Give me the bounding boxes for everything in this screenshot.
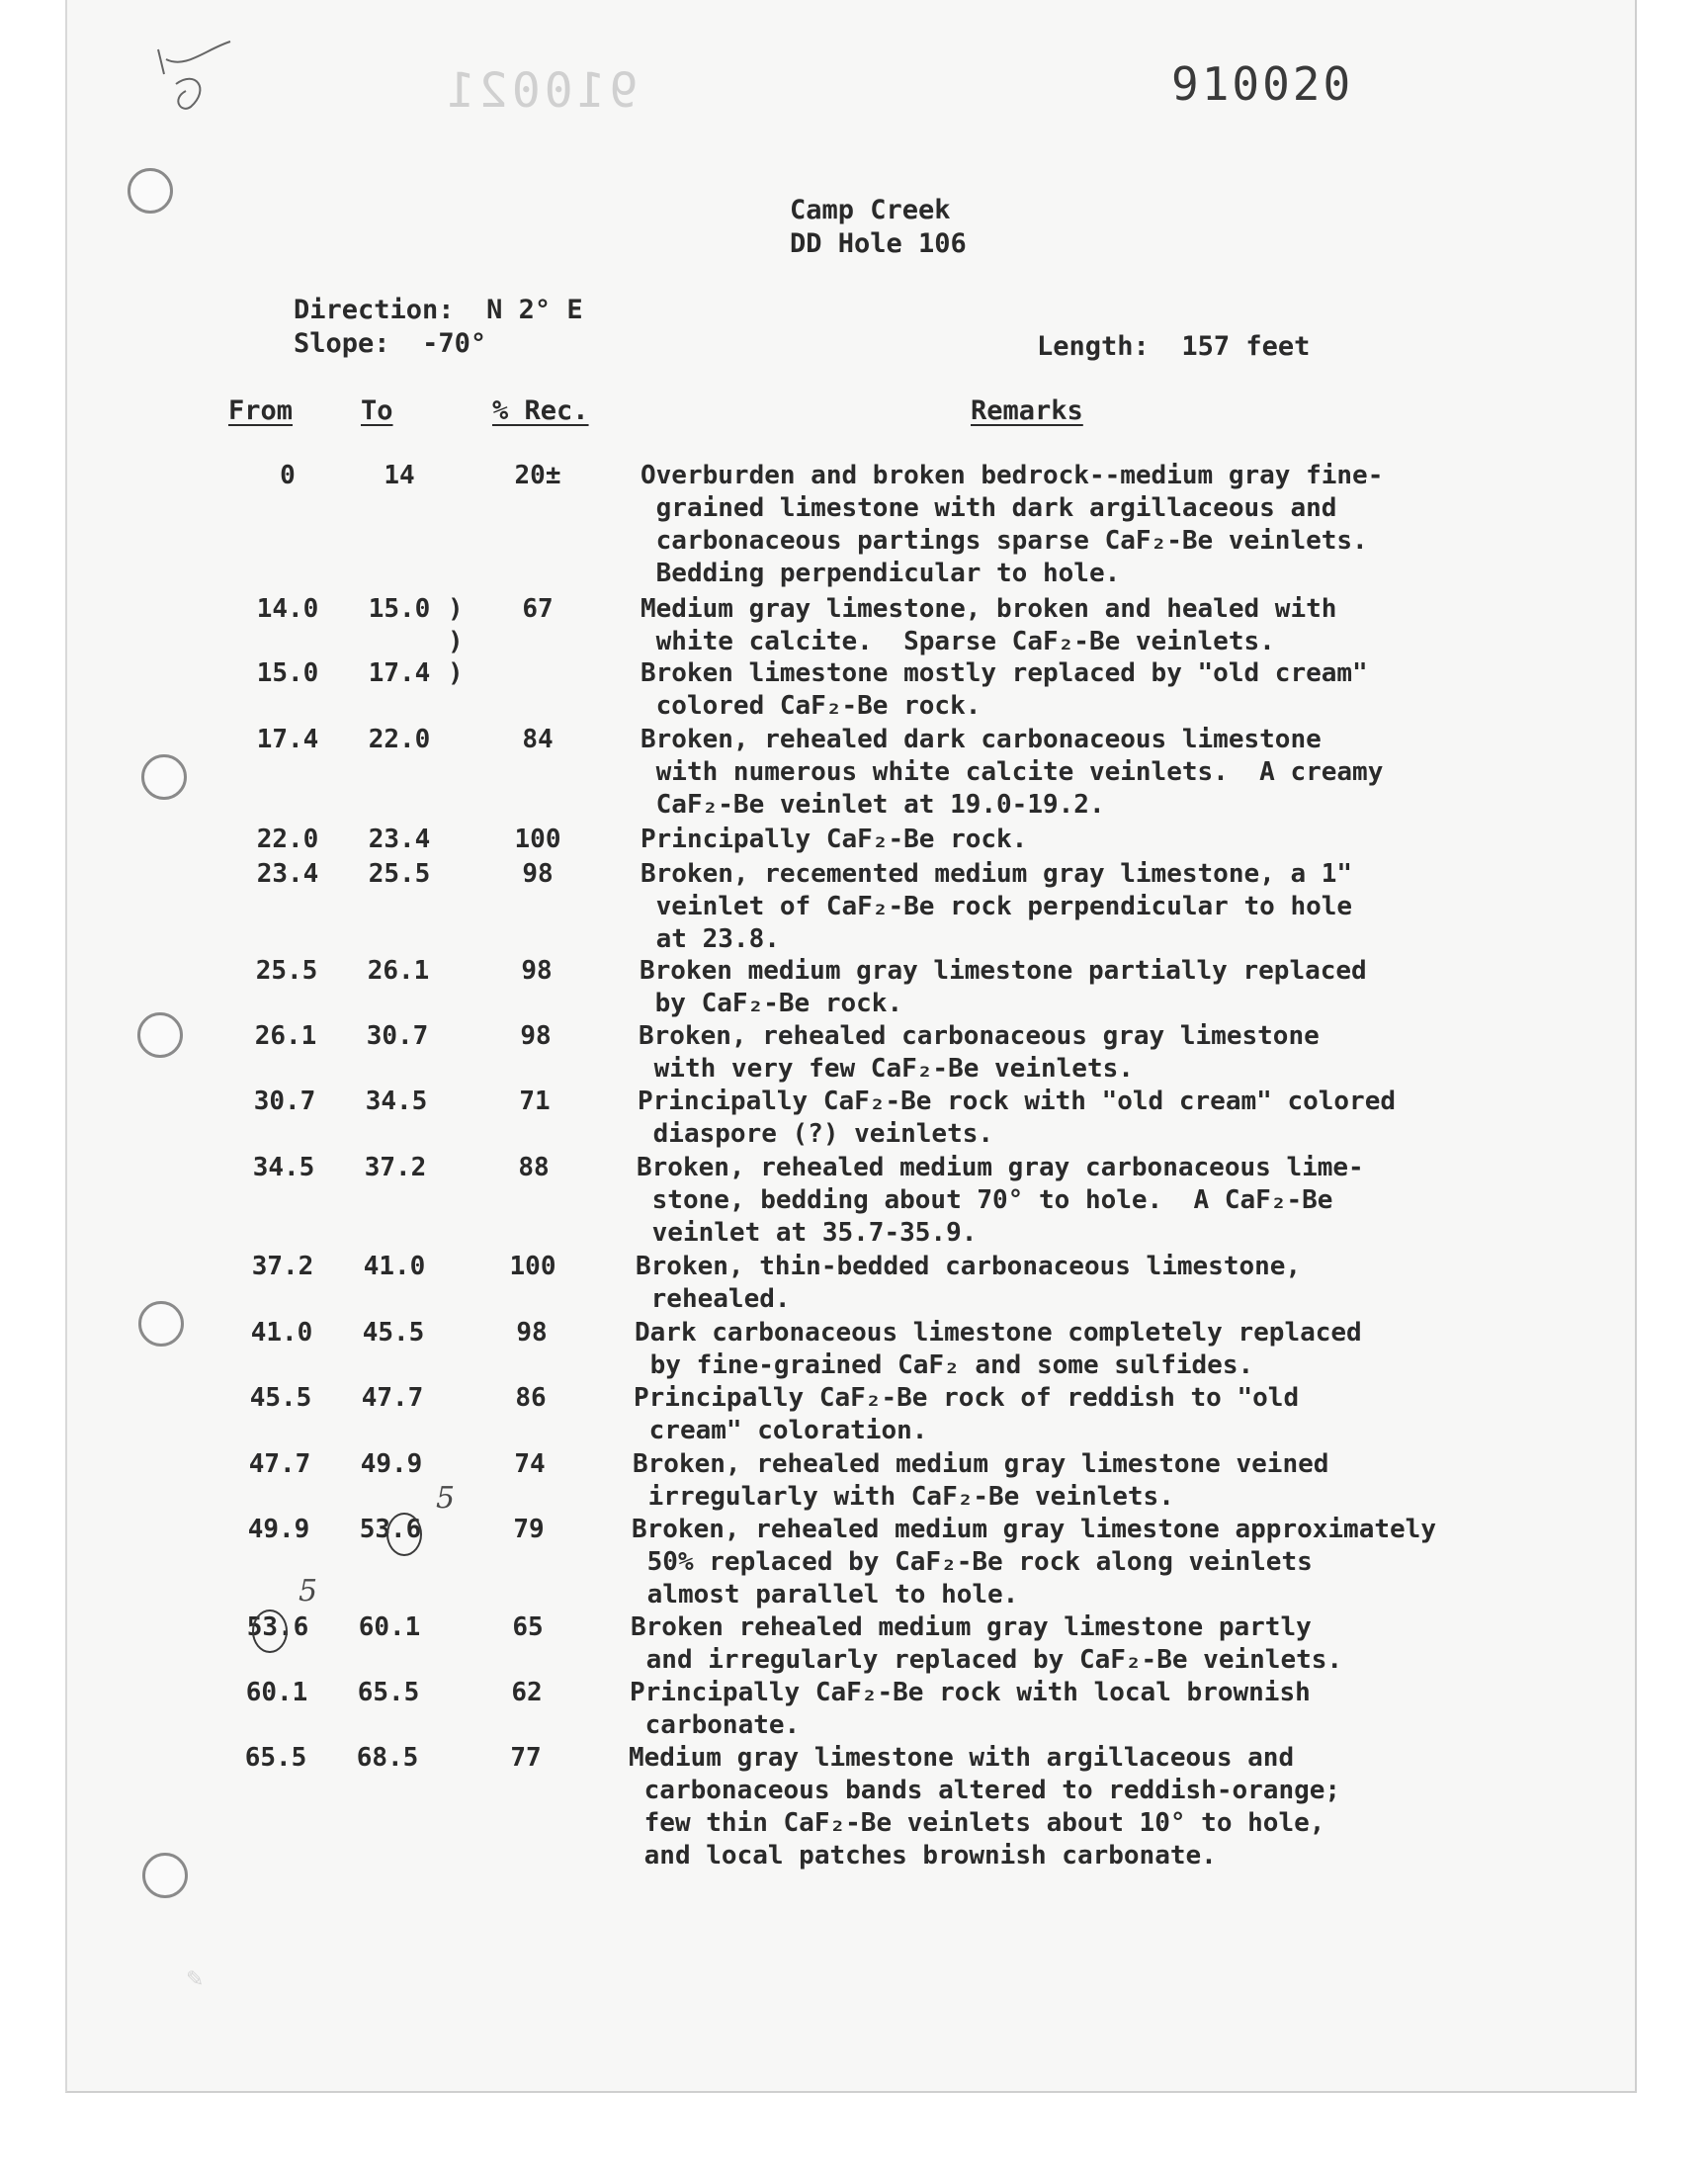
cell-from: 14.0 (256, 594, 319, 624)
direction-value: N 2° E (486, 295, 583, 325)
scan-margin (0, 2094, 1708, 2175)
header-remarks: Remarks (971, 395, 1083, 426)
cell-recovery: 98 (522, 859, 554, 889)
length-value: 157 feet (1181, 331, 1311, 362)
bleed-through-number: 910021 (443, 63, 639, 119)
remark-line: irregularly with CaF₂-Be veinlets. (633, 1482, 1174, 1512)
cell-from: 49.9 (247, 1515, 310, 1544)
cell-recovery: 86 (515, 1383, 547, 1413)
handwritten-correction: 5 (436, 1481, 456, 1516)
remark-line: white calcite. Sparse CaF₂-Be veinlets. (640, 627, 1275, 656)
length-row (1037, 331, 1310, 362)
remark-line: diaspore (?) veinlets. (638, 1119, 994, 1149)
cell-remarks (640, 858, 1352, 956)
remark-line: Medium gray limestone with argillaceous and (629, 1743, 1295, 1773)
cell-remarks (639, 1020, 1320, 1086)
length-label: Length: (1037, 331, 1150, 362)
document-number: 910020 (1171, 57, 1354, 111)
cell-to: 65.5 (357, 1678, 420, 1707)
slope-row (294, 327, 583, 361)
cell-from: 15.0 (256, 658, 319, 688)
handwritten-correction: 5 (299, 1574, 318, 1609)
title-line-1: Camp Creek (790, 195, 951, 225)
cell-recovery: 84 (522, 725, 554, 754)
cell-recovery: 62 (511, 1678, 543, 1707)
cell-to: 23.4 (368, 825, 431, 854)
cell-recovery: 20± (514, 461, 561, 490)
pen-scribble (136, 30, 255, 129)
circled-digit-mark (386, 1513, 422, 1556)
remark-line: Broken medium gray limestone partially replaced (640, 956, 1367, 986)
remark-line: grained limestone with dark argillaceous and (640, 493, 1337, 523)
binder-hole (137, 1012, 183, 1058)
remark-line: Overburden and broken bedrock--medium gray fine- (640, 461, 1384, 490)
cell-remarks (630, 1677, 1311, 1742)
remark-line: almost parallel to hole. (632, 1580, 1019, 1610)
cell-from: 65.5 (244, 1743, 307, 1773)
remark-line: carbonaceous partings sparse CaF₂-Be veinlets. (640, 526, 1368, 556)
cell-remarks (640, 460, 1383, 590)
cell-remarks (640, 824, 1027, 856)
direction-label: Direction: (294, 295, 455, 325)
remark-line: colored CaF₂-Be rock. (640, 691, 982, 721)
cell-from: 17.4 (256, 725, 319, 754)
cell-remarks (629, 1742, 1340, 1872)
remark-line: Broken, rehealed dark carbonaceous limestone (640, 725, 1322, 754)
cell-remarks (640, 657, 1368, 723)
remark-line: by fine-grained CaF₂ and some sulfides. (635, 1350, 1254, 1380)
cell-to: 41.0 (363, 1252, 426, 1281)
cell-recovery: 67 (522, 594, 554, 624)
remark-line: veinlet at 35.7-35.9. (637, 1218, 978, 1248)
cell-remarks (640, 593, 1336, 658)
circled-digit-mark (252, 1610, 288, 1653)
remark-line: veinlet of CaF₂-Be rock perpendicular to hole (640, 892, 1353, 921)
document-page (65, 0, 1637, 2093)
cell-remarks (637, 1152, 1364, 1250)
cell-from: 23.4 (256, 859, 319, 889)
header-to: To (361, 395, 393, 426)
remark-line: with numerous white calcite veinlets. A creamy (640, 757, 1384, 787)
remark-line: Broken, rehealed medium gray carbonaceous lime- (637, 1153, 1364, 1182)
cell-from: 30.7 (253, 1087, 316, 1116)
remark-line: Dark carbonaceous limestone completely replaced (635, 1318, 1362, 1348)
remark-line: and local patches brownish carbonate. (629, 1841, 1217, 1870)
cell-to: 49.9 (360, 1449, 423, 1479)
remark-line: Broken rehealed medium gray limestone partly (631, 1612, 1312, 1642)
cell-from: 25.5 (255, 956, 318, 986)
remark-line: Broken, thin-bedded carbonaceous limestone, (636, 1252, 1302, 1281)
cell-to: 34.5 (365, 1087, 428, 1116)
cell-to: 60.1 (358, 1612, 421, 1642)
cell-to: 22.0 (368, 725, 431, 754)
cell-to: 37.2 (364, 1153, 427, 1182)
remark-line: cream" coloration. (634, 1416, 928, 1445)
faint-smudge: ✎ (186, 1967, 205, 1992)
cell-recovery: 100 (509, 1252, 556, 1281)
cell-from: 34.5 (252, 1153, 315, 1182)
cell-remarks (638, 1086, 1396, 1151)
cell-to: 17.4 (368, 658, 431, 688)
cell-to: 45.5 (362, 1318, 425, 1348)
cell-from: 45.5 (249, 1383, 312, 1413)
cell-from: 0 (280, 461, 296, 490)
remark-line: Broken, recemented medium gray limestone, a 1" (640, 859, 1353, 889)
remark-line: Principally CaF₂-Be rock of reddish to "old (634, 1383, 1300, 1413)
cell-to: 14 (384, 461, 415, 490)
hole-metadata (294, 294, 583, 361)
cell-to: 25.5 (368, 859, 431, 889)
cell-recovery: 74 (514, 1449, 546, 1479)
binder-hole (138, 1301, 184, 1347)
cell-remarks (633, 1448, 1328, 1514)
cell-recovery: 88 (518, 1153, 550, 1182)
cell-from: 60.1 (245, 1678, 308, 1707)
cell-to: 26.1 (367, 956, 430, 986)
cell-brace: ) (448, 627, 464, 656)
cell-recovery: 65 (512, 1612, 544, 1642)
remark-line: Principally CaF₂-Be rock with "old cream" colored (638, 1087, 1397, 1116)
header-rec: % Rec. (492, 395, 589, 426)
cell-remarks (635, 1317, 1362, 1382)
remark-line: CaF₂-Be veinlet at 19.0-19.2. (640, 790, 1105, 820)
binder-hole (141, 754, 187, 800)
cell-from: 37.2 (251, 1252, 314, 1281)
cell-remarks (640, 955, 1367, 1020)
slope-value: -70° (422, 328, 487, 359)
direction-row (294, 294, 583, 327)
cell-remarks (636, 1251, 1301, 1316)
binder-hole (142, 1853, 188, 1898)
cell-remarks (631, 1611, 1342, 1677)
cell-recovery: 77 (510, 1743, 542, 1773)
slope-label: Slope: (294, 328, 390, 359)
cell-recovery: 71 (519, 1087, 551, 1116)
remark-line: few thin CaF₂-Be veinlets about 10° to hole, (629, 1808, 1325, 1838)
remark-line: Principally CaF₂-Be rock. (640, 825, 1028, 854)
cell-to: 53.6 (359, 1515, 422, 1544)
remark-line: with very few CaF₂-Be veinlets. (639, 1054, 1134, 1084)
cell-recovery: 79 (513, 1515, 545, 1544)
cell-to: 68.5 (356, 1743, 419, 1773)
cell-remarks (634, 1382, 1299, 1447)
cell-brace: ) (448, 594, 464, 624)
cell-recovery: 98 (516, 1318, 548, 1348)
remark-line: Broken, rehealed medium gray limestone veined (633, 1449, 1329, 1479)
remark-line: Principally CaF₂-Be rock with local brownish (630, 1678, 1311, 1707)
cell-to: 30.7 (366, 1021, 429, 1051)
cell-to: 15.0 (368, 594, 431, 624)
remark-line: and irregularly replaced by CaF₂-Be veinlets. (631, 1645, 1343, 1675)
remark-line: Bedding perpendicular to hole. (640, 559, 1121, 588)
document-title (790, 194, 967, 261)
cell-from: 41.0 (250, 1318, 313, 1348)
remark-line: carbonaceous bands altered to reddish-orange; (629, 1776, 1341, 1805)
cell-from: 53.6 (246, 1612, 309, 1642)
cell-from: 47.7 (248, 1449, 311, 1479)
header-from: From (228, 395, 294, 426)
remark-line: carbonate. (630, 1710, 801, 1740)
cell-from: 26.1 (254, 1021, 317, 1051)
cell-remarks (632, 1514, 1436, 1611)
cell-brace: ) (448, 658, 464, 688)
binder-hole (128, 168, 173, 214)
remark-line: stone, bedding about 70° to hole. A CaF₂-Be (637, 1185, 1333, 1215)
cell-from: 22.0 (256, 825, 319, 854)
remark-line: Broken limestone mostly replaced by "old cream" (640, 658, 1368, 688)
remark-line: Medium gray limestone, broken and healed with (640, 594, 1337, 624)
remark-line: by CaF₂-Be rock. (640, 989, 903, 1018)
title-line-2: DD Hole 106 (790, 228, 967, 259)
remark-line: 50% replaced by CaF₂-Be rock along veinlets (632, 1547, 1313, 1577)
remark-line: Broken, rehealed medium gray limestone approximately (632, 1515, 1436, 1544)
cell-remarks (640, 724, 1383, 822)
remark-line: at 23.8. (640, 924, 780, 954)
cell-to: 47.7 (361, 1383, 424, 1413)
remark-line: Broken, rehealed carbonaceous gray limestone (639, 1021, 1320, 1051)
cell-recovery: 100 (514, 825, 561, 854)
cell-recovery: 98 (521, 956, 553, 986)
remark-line: rehealed. (636, 1284, 791, 1314)
cell-recovery: 98 (520, 1021, 552, 1051)
